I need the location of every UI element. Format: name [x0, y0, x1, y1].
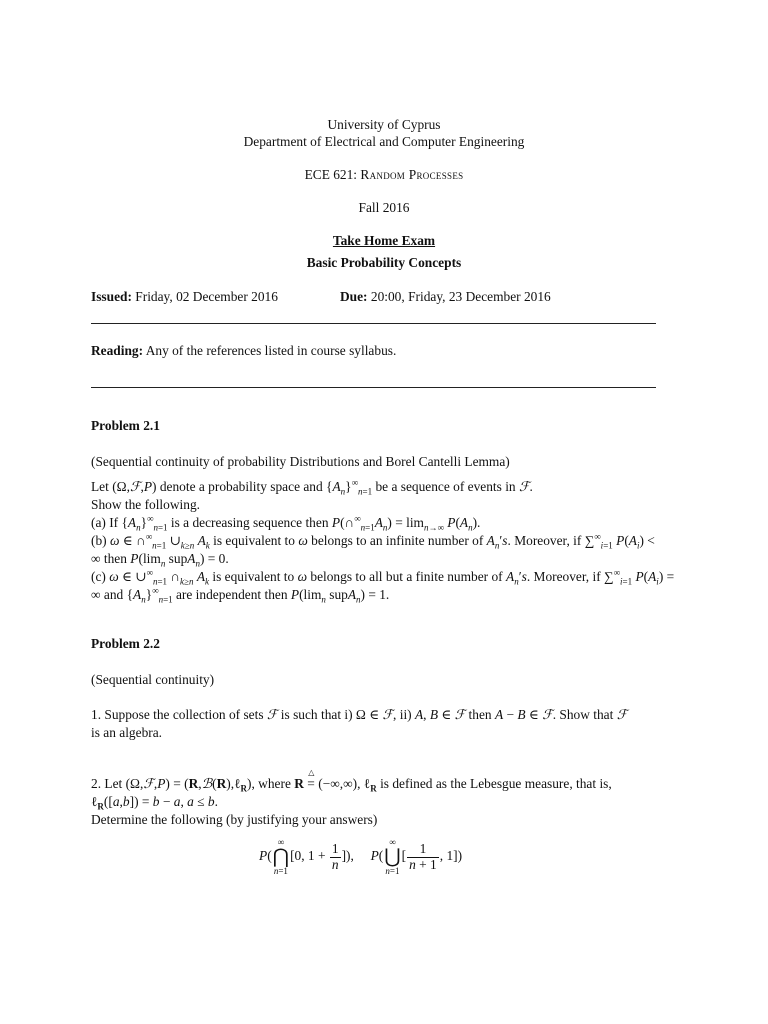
- course-code: ECE 621:: [304, 167, 361, 182]
- university-name: University of Cyprus: [327, 117, 441, 132]
- problem-part-1: 1. Suppose the collection of sets ℱ is such that i) Ω ∈ ℱ, ii) A, B ∈ ℱ then A − B ∈ ℱ. Show that ℱ: [91, 707, 628, 722]
- course-title: [0, 167, 768, 183]
- reading-text: Any of the references listed in course syllabus.: [143, 343, 397, 358]
- due-date: [340, 289, 551, 305]
- problem-title: Problem 2.1: [91, 418, 160, 433]
- divider-bottom: [91, 387, 656, 388]
- exam-title: Take Home Exam: [332, 233, 436, 248]
- issued-label: Issued:: [91, 289, 132, 304]
- problem-part-2: 2. Let (Ω,ℱ,P) = (R,ℬ(R),ℓ$_R$), where R △ = (−∞,∞), ℓ$_R$ is defined as the Lebesgue measure, that is,: [91, 768, 612, 794]
- problem-line: ∞ then $P(\lim_n$ supA$_n$) = 0.: [91, 551, 229, 569]
- divider-top: [91, 323, 656, 324]
- problem-part-a: (a) If $\{A_n\}^\infty_{n=1}$ is a decreasing sequence then $P(\cap^\infty_{n=1}A_n) = \lim_{n\to\infty} P(A_n)$.: [91, 513, 481, 533]
- problem-line: Let (Ω,ℱ,P) denote a probability space and $\{A_n\}^\infty_{n=1}$ be a sequence of events in ℱ.: [91, 477, 533, 497]
- due-value: 20:00, Friday, 23 December 2016: [367, 289, 551, 304]
- course-name: Random Processes: [360, 167, 464, 182]
- problem-line: ∞ and $\{A_n\}^\infty_{n=1}$ are independent then $P(\lim_n$ supA$_n$) = 1.: [91, 585, 390, 605]
- problem-line: ℓ$_R$([a,b]) = b − a, a ≤ b.: [91, 794, 218, 812]
- issued-value: Friday, 02 December 2016: [131, 289, 278, 304]
- problem-title: Problem 2.2: [91, 636, 160, 651]
- issued-date: [91, 289, 278, 305]
- reading-note: [91, 343, 396, 359]
- problem-line: Determine the following (by justifying your answers): [91, 812, 378, 827]
- term: Fall 2016: [358, 200, 410, 215]
- problem-part-c: (c) ω ∈ $\cup^\infty_{n=1}$ $\cap_{k\ge n}$ $A_k$ is equivalent to ω belongs to all but a finite number of $A_n's$. Moreover, if $\sum^\infty_{i=1}$ $P(A_i)$ =: [91, 567, 675, 587]
- exam-subtitle: Basic Probability Concepts: [306, 255, 462, 270]
- problem-topic: (Sequential continuity of probability Distributions and Borel Cantelli Lemma): [91, 454, 510, 469]
- department-name: Department of Electrical and Computer Engineering: [243, 134, 525, 149]
- due-label: Due:: [340, 289, 368, 304]
- display-equation: P( ∞ ⋂ n=1 [0, 1 + $\frac{1}{n}$ ]), P( ∞ ⋃ n=1 [ $\frac{1}{n + 1}$ , 1]): [259, 837, 463, 876]
- problem-line: is an algebra.: [91, 725, 163, 740]
- problem-topic: (Sequential continuity): [91, 672, 215, 687]
- problem-part-b: (b) ω ∈ $\cap^\infty_{n=1}$ $\cup_{k\ge n}$ $A_k$ is equivalent to ω belongs to an infinite number of $A_n's$. Moreover, if $\sum^\infty_{i=1}$ $P(A_i)$ <: [91, 531, 655, 551]
- problem-line: Show the following.: [91, 497, 200, 512]
- reading-label: Reading:: [91, 343, 144, 358]
